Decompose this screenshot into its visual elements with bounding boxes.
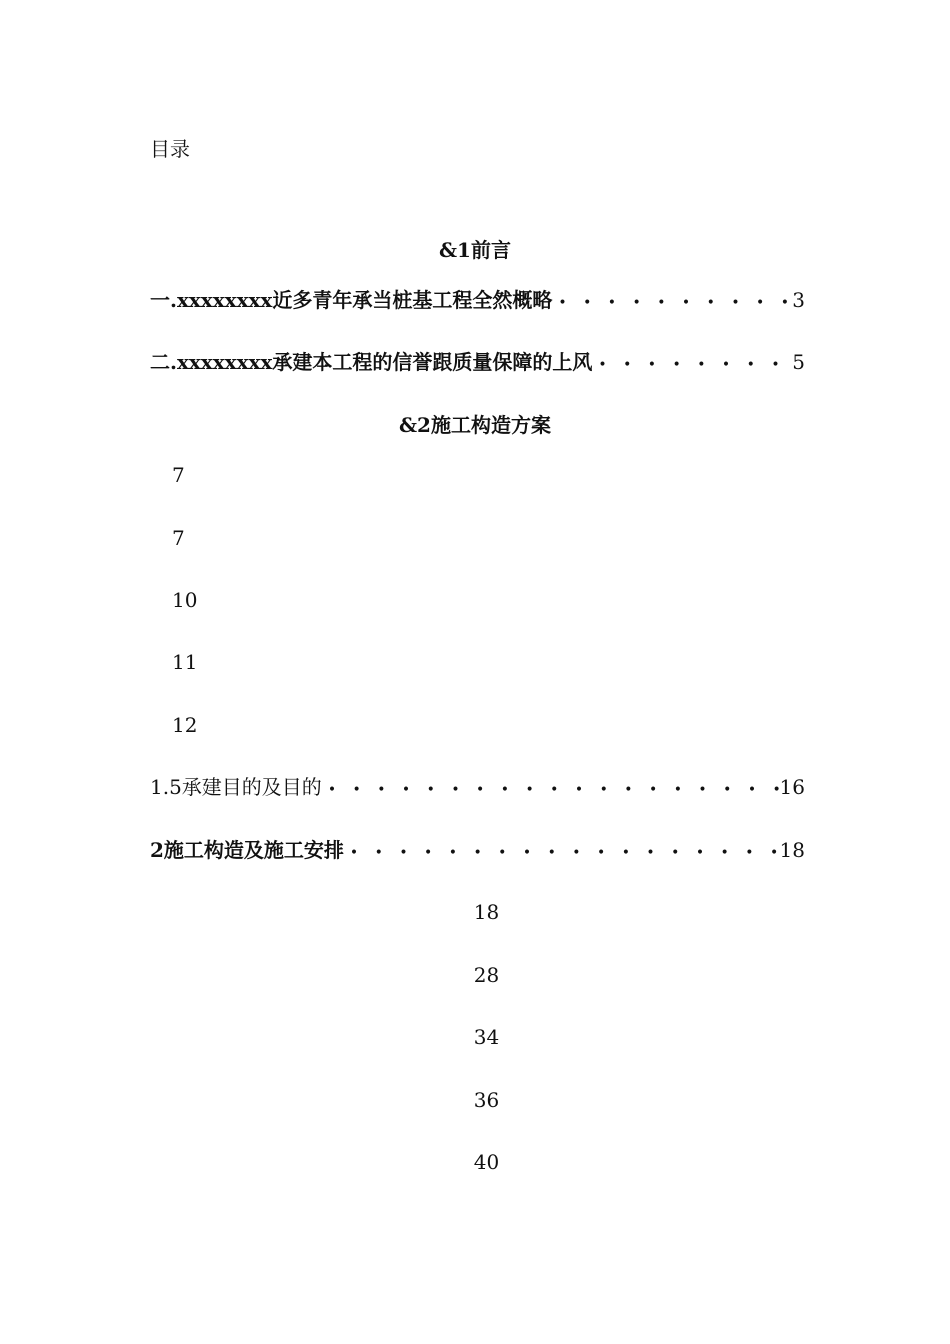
- section-heading-construction-plan: &2施工构造方案: [399, 413, 551, 437]
- toc-entry-page: 16: [779, 775, 805, 799]
- page-number: 28: [473, 963, 500, 987]
- toc-title: 目录: [150, 137, 190, 161]
- toc-entry-label: 一.xxxxxxxx近多青年承当桩基工程全然概略: [150, 288, 553, 312]
- toc-entry-page: 5: [792, 350, 805, 374]
- page-number: 40: [473, 1150, 500, 1174]
- dot-leader: [592, 349, 792, 378]
- page-number: 34: [473, 1025, 500, 1049]
- toc-entry-page: 18: [779, 838, 805, 862]
- dot-leader: [552, 287, 792, 316]
- page-number: 12: [172, 713, 198, 737]
- section-heading-preface: &1前言: [439, 238, 511, 262]
- toc-entry[interactable]: [150, 349, 805, 378]
- toc-entry-label: 二.xxxxxxxx承建本工程的信誉跟质量保障的上风: [150, 350, 593, 374]
- page-number: 11: [172, 650, 198, 674]
- page-number: 36: [473, 1088, 500, 1112]
- page-number: 10: [172, 588, 198, 612]
- toc-entry[interactable]: [150, 774, 805, 803]
- dot-leader: [344, 837, 780, 866]
- toc-entry[interactable]: [150, 837, 805, 866]
- dot-leader: [322, 774, 780, 803]
- page-number: 7: [172, 463, 185, 487]
- toc-entry-page: 3: [792, 288, 805, 312]
- page-number: 18: [473, 900, 500, 924]
- toc-entry-label: 2施工构造及施工安排: [150, 838, 344, 862]
- toc-entry-label: 1.5承建目的及目的: [150, 775, 322, 799]
- page-number: 7: [172, 526, 185, 550]
- toc-entry[interactable]: [150, 287, 805, 316]
